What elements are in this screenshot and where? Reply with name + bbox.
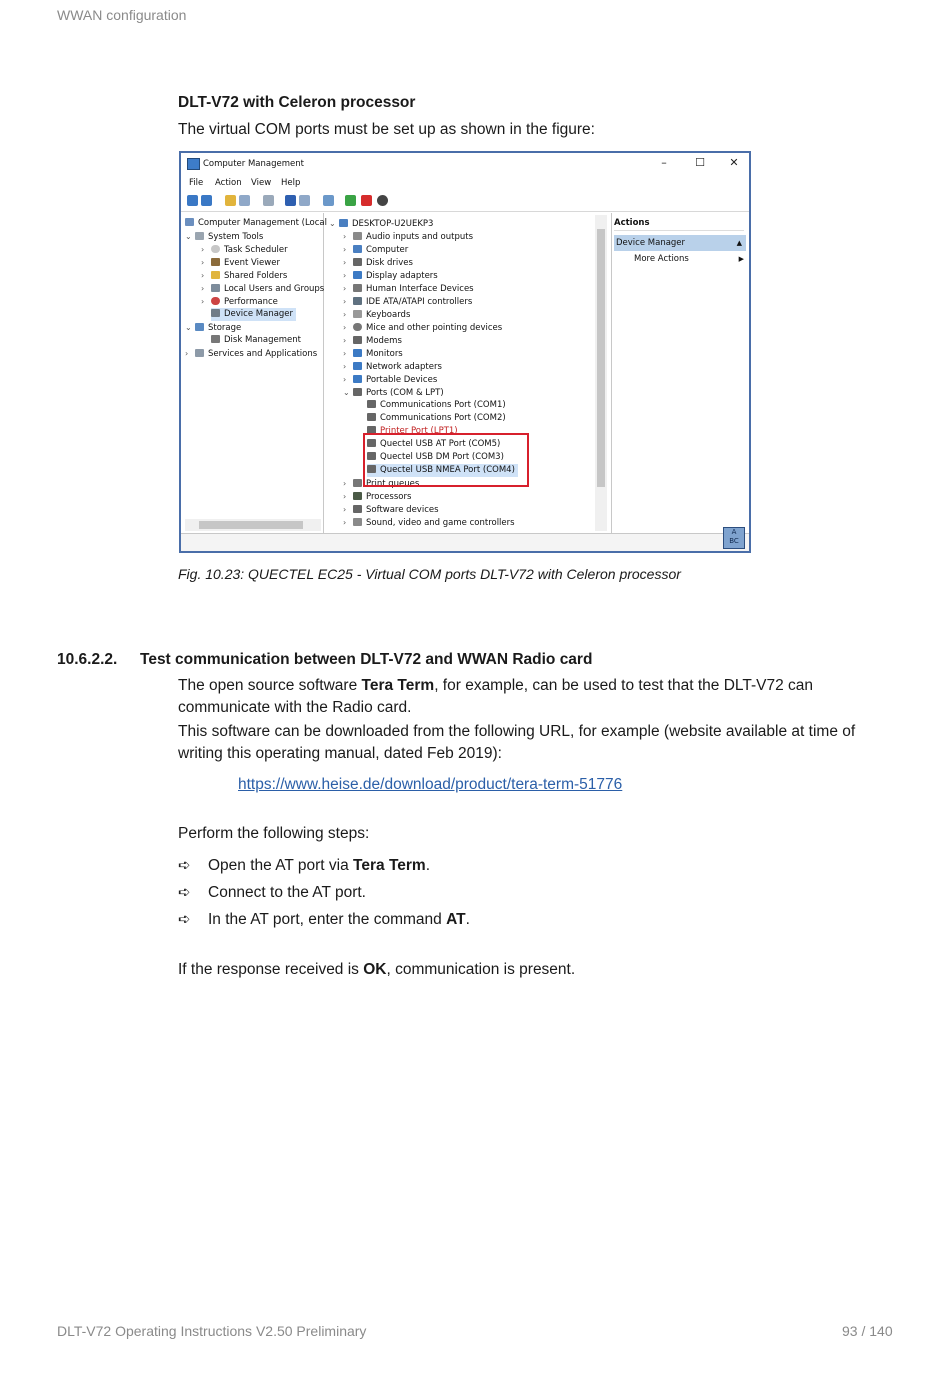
monitor-icon <box>353 349 362 357</box>
device-tree-item[interactable]: › Keyboards <box>343 310 411 320</box>
device-tree-item[interactable]: › Processors <box>343 492 412 502</box>
device-tree-item[interactable]: › Monitors <box>343 349 403 359</box>
device-tree-item[interactable]: › Network adapters <box>343 362 442 372</box>
device-tree-item[interactable]: › Computer <box>343 245 409 255</box>
section-number: 10.6.2.2. <box>57 651 118 668</box>
collapse-icon: ▲ <box>736 239 742 247</box>
maximize-icon[interactable]: ☐ <box>695 156 705 169</box>
display-icon <box>353 271 362 279</box>
device-tree-item[interactable]: › Portable Devices <box>343 375 438 385</box>
step-item: Open the AT port via Tera Term. <box>208 857 431 874</box>
menu-bar <box>181 175 749 191</box>
tree-item[interactable]: › Local Users and Groups <box>201 284 325 294</box>
forward-arrow-icon[interactable] <box>201 195 212 206</box>
running-header: WWAN configuration <box>57 7 187 23</box>
download-icon[interactable] <box>377 195 388 206</box>
arrow-bullet-icon: ➪ <box>178 911 191 928</box>
services-icon <box>195 349 204 357</box>
device-tree-item[interactable]: ⌄ Ports (COM & LPT) <box>343 388 444 398</box>
tree-item[interactable]: › Performance <box>201 297 278 307</box>
console-tree <box>183 213 327 533</box>
page-number: 93 / 140 <box>842 1323 893 1339</box>
menu-view[interactable]: View <box>251 178 272 188</box>
menu-action[interactable]: Action <box>215 178 242 188</box>
device-tree-item[interactable]: › Display adapters <box>343 271 438 281</box>
update-driver-icon[interactable] <box>345 195 356 206</box>
device-tree-item[interactable]: Quectel USB AT Port (COM5) <box>367 438 500 451</box>
device-tree-item[interactable]: › Audio inputs and outputs <box>343 232 474 242</box>
device-tree-item[interactable]: › Sound, video and game controllers <box>343 518 515 528</box>
disk-icon <box>211 335 220 343</box>
ide-controller-icon <box>353 297 362 305</box>
close-icon[interactable]: ✕ <box>729 156 739 169</box>
minimize-icon[interactable]: – <box>661 156 667 169</box>
tree-item[interactable]: › Shared Folders <box>201 271 288 281</box>
submenu-arrow-icon: ▶ <box>738 255 744 263</box>
printer-icon <box>353 479 362 487</box>
storage-icon <box>195 323 204 331</box>
shared-folder-icon <box>211 271 220 279</box>
up-folder-icon[interactable] <box>225 195 236 206</box>
computer-management-icon <box>185 218 194 226</box>
paragraph-line: communicate with the Radio card. <box>178 699 412 716</box>
tree-item[interactable]: Disk Management <box>211 334 301 347</box>
actions-header: Actions <box>614 217 744 231</box>
portable-device-icon <box>353 375 362 383</box>
vertical-scrollbar[interactable] <box>595 215 607 531</box>
menu-help[interactable]: Help <box>281 178 301 188</box>
language-bar-icon: A BC <box>723 527 745 549</box>
computer-icon <box>353 245 362 253</box>
device-tree <box>327 213 609 533</box>
performance-icon <box>211 297 220 305</box>
actions-pane <box>611 213 748 533</box>
figure-caption: Fig. 10.23: QUECTEL EC25 - Virtual COM ports DLT-V72 with Celeron processor <box>178 566 681 582</box>
step-item: Connect to the AT port. <box>208 884 366 901</box>
device-tree-item[interactable]: › Disk drives <box>343 258 413 268</box>
device-tree-item[interactable]: › Mice and other pointing devices <box>343 323 503 333</box>
speaker-icon <box>353 518 362 526</box>
device-tree-item-selected[interactable]: Quectel USB NMEA Port (COM4) <box>367 464 518 477</box>
actions-device-manager[interactable]: Device Manager ▲ <box>614 235 746 251</box>
properties-icon[interactable] <box>263 195 274 206</box>
software-device-icon <box>353 505 362 513</box>
arrow-bullet-icon: ➪ <box>178 857 191 874</box>
disk-drive-icon <box>353 258 362 266</box>
tools-icon <box>195 232 204 240</box>
download-url-link[interactable]: https://www.heise.de/download/product/tera-term-51776 <box>238 776 623 793</box>
users-icon <box>211 284 220 292</box>
help-icon[interactable] <box>285 195 296 206</box>
toolbar <box>181 191 749 212</box>
intro-paragraph: The virtual COM ports must be set up as shown in the figure: <box>178 121 595 138</box>
window-title: Computer Management <box>203 159 304 169</box>
arrow-bullet-icon: ➪ <box>178 884 191 901</box>
horizontal-scrollbar[interactable] <box>185 519 321 531</box>
port-icon <box>367 413 376 421</box>
result-paragraph: If the response received is OK, communication is present. <box>178 961 576 978</box>
device-tree-item[interactable]: › Human Interface Devices <box>343 284 474 294</box>
scan-hardware-icon[interactable] <box>323 195 334 206</box>
processor-icon <box>353 492 362 500</box>
device-tree-item[interactable]: ⌄ DESKTOP-U2UEKP3 <box>329 219 434 229</box>
device-tree-item[interactable]: › Modems <box>343 336 402 346</box>
paragraph-line: writing this operating manual, dated Feb 2019): <box>178 745 502 762</box>
footer-doc-title: DLT-V72 Operating Instructions V2.50 Preliminary <box>57 1323 367 1339</box>
tree-item[interactable]: › Task Scheduler <box>201 245 288 255</box>
tree-item[interactable]: ⌄ Storage <box>185 323 242 333</box>
speaker-icon <box>353 232 362 240</box>
show-hide-tree-icon[interactable] <box>239 195 250 206</box>
back-arrow-icon[interactable] <box>187 195 198 206</box>
highlight-box <box>363 433 529 487</box>
network-adapter-icon <box>353 362 362 370</box>
steps-intro: Perform the following steps: <box>178 825 370 842</box>
tree-item[interactable]: › Event Viewer <box>201 258 280 268</box>
tree-item[interactable]: ⌄ System Tools <box>185 232 264 242</box>
device-manager-icon <box>211 309 220 317</box>
device-tree-item[interactable]: › IDE ATA/ATAPI controllers <box>343 297 473 307</box>
computer-icon <box>339 219 348 227</box>
computer-management-screenshot <box>179 151 751 553</box>
more-actions[interactable]: More Actions ▶ <box>634 254 744 264</box>
show-hide-action-pane-icon[interactable] <box>299 195 310 206</box>
mouse-icon <box>353 323 362 331</box>
computer-management-icon <box>187 158 200 170</box>
tree-item-selected[interactable]: Device Manager <box>211 308 296 321</box>
device-tree-item[interactable]: Printer Port (LPT1) <box>367 425 458 438</box>
scrollbar-thumb[interactable] <box>199 521 303 529</box>
paragraph-line: The open source software Tera Term, for example, can be used to test that the DLT-V72 can <box>178 677 814 694</box>
device-tree-item[interactable]: › Software devices <box>343 505 439 515</box>
menu-file[interactable]: File <box>189 178 204 188</box>
section-heading: DLT-V72 with Celeron processor <box>178 94 416 111</box>
device-tree-item[interactable]: Communications Port (COM2) <box>367 412 506 425</box>
keyboard-icon <box>353 310 362 318</box>
scrollbar-thumb[interactable] <box>597 229 605 487</box>
uninstall-icon[interactable] <box>361 195 372 206</box>
event-viewer-icon <box>211 258 220 266</box>
section-heading: Test communication between DLT-V72 and WWAN Radio card <box>140 651 593 668</box>
port-icon <box>353 388 362 396</box>
port-icon <box>367 400 376 408</box>
window-titlebar <box>181 153 749 175</box>
tree-item[interactable]: › Services and Applications <box>185 349 318 359</box>
device-tree-item[interactable]: Communications Port (COM1) <box>367 399 506 412</box>
modem-icon <box>353 336 362 344</box>
device-tree-item[interactable]: › Print queues <box>343 479 420 489</box>
device-tree-item[interactable]: Quectel USB DM Port (COM3) <box>367 451 504 464</box>
status-bar <box>181 533 749 552</box>
paragraph-line: This software can be downloaded from the following URL, for example (website available at time of <box>178 723 856 740</box>
hid-icon <box>353 284 362 292</box>
clock-icon <box>211 245 220 253</box>
tree-item[interactable]: Computer Management (Local <box>185 217 327 230</box>
step-item: In the AT port, enter the command AT. <box>208 911 470 928</box>
